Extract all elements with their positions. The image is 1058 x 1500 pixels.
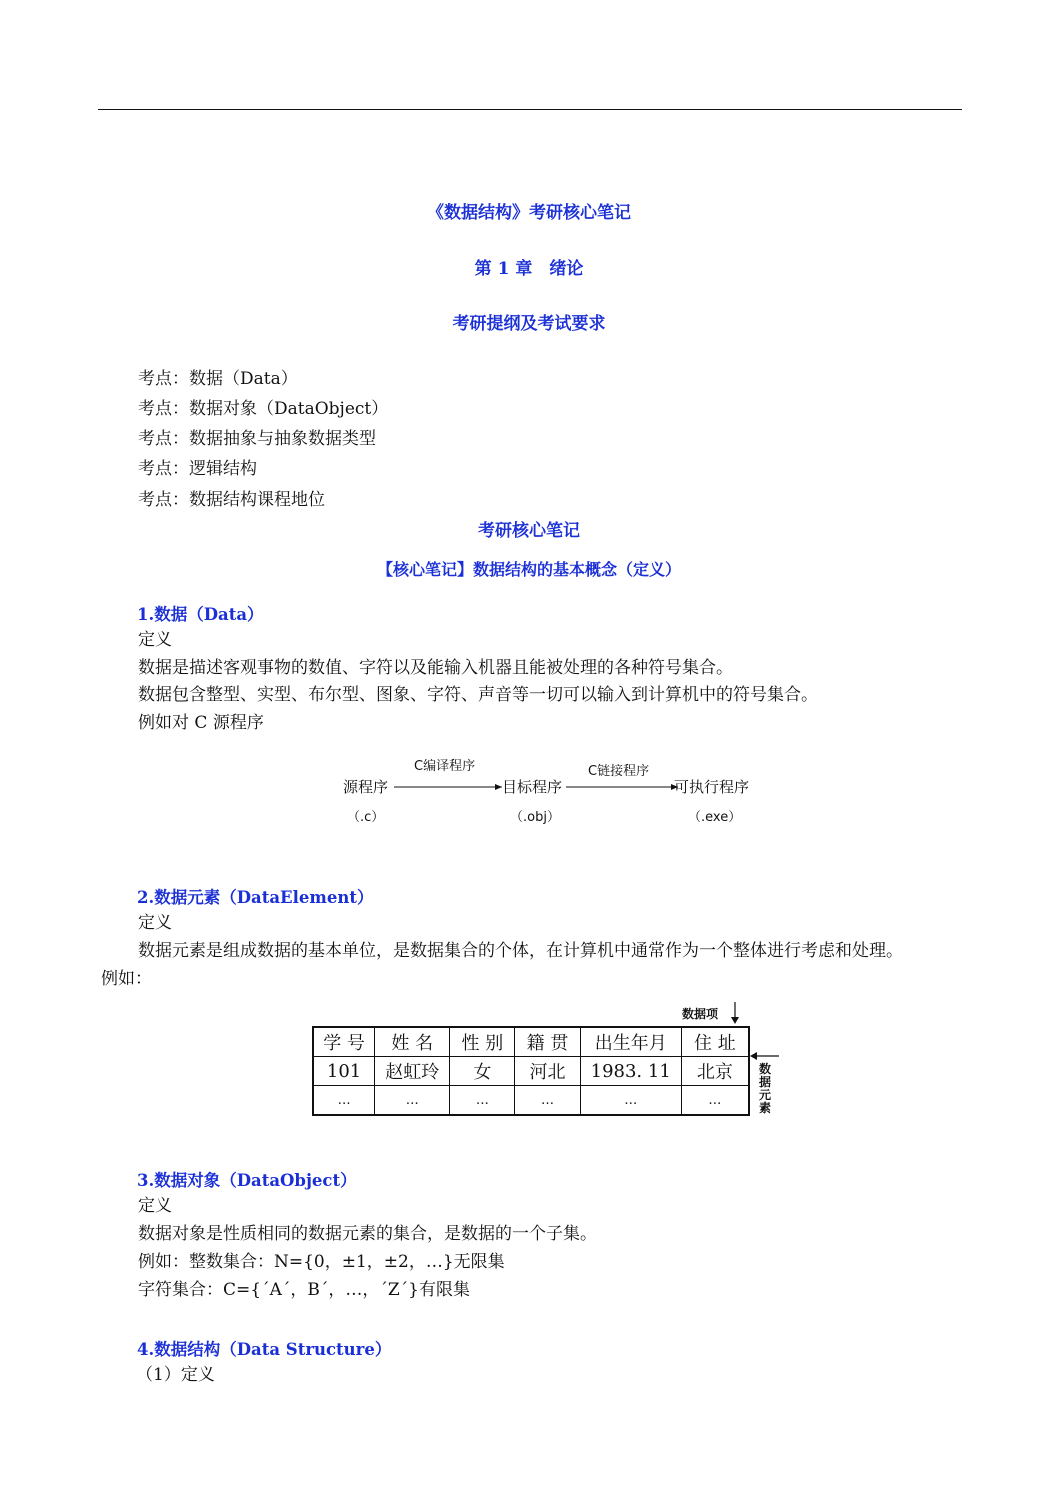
section-3-def: 定义 xyxy=(138,1196,172,1216)
table-header-cell: 籍 贯 xyxy=(515,1027,580,1057)
table-cell: 北京 xyxy=(681,1057,749,1086)
table-row xyxy=(313,1057,749,1086)
table-cell: … xyxy=(375,1086,450,1116)
outline-item: 考点：逻辑结构 xyxy=(138,459,257,479)
table-cell: 赵虹玲 xyxy=(375,1057,450,1086)
section-4-title: 4.数据结构（Data Structure） xyxy=(137,1340,392,1359)
section-2-title: 2.数据元素（DataElement） xyxy=(137,888,374,907)
flow-node-object: 目标程序 xyxy=(502,778,563,796)
table-cell: … xyxy=(515,1086,580,1116)
section-1-def: 定义 xyxy=(138,630,172,650)
section-1-para: 数据包含整型、实型、布尔型、图象、字符、声音等一切可以输入到计算机中的符号集合。 xyxy=(138,685,818,705)
section-2-para: 数据元素是组成数据的基本单位，是数据集合的个体，在计算机中通常作为一个整体进行考虑和处理。 xyxy=(138,941,903,961)
notes-title: 考研核心笔记 xyxy=(478,521,580,541)
flow-node-source: 源程序 xyxy=(343,778,389,796)
outline-item: 考点：数据抽象与抽象数据类型 xyxy=(138,429,376,449)
table-header-cell: 姓 名 xyxy=(375,1027,450,1057)
data-item-label: 数据项 xyxy=(682,1007,719,1021)
section-3-para: 例如：整数集合：N={0，±1，±2，…}无限集 xyxy=(138,1252,505,1272)
section-3-para: 数据对象是性质相同的数据元素的集合，是数据的一个子集。 xyxy=(138,1224,597,1244)
data-element-label: 数据元素 xyxy=(758,1062,771,1115)
outline-item: 考点：数据（Data） xyxy=(138,369,298,389)
record-table xyxy=(312,1026,750,1116)
table-cell: 河北 xyxy=(515,1057,580,1086)
core-note-title: 【核心笔记】数据结构的基本概念（定义） xyxy=(376,560,681,579)
table-cell: … xyxy=(313,1086,375,1116)
flow-ext-c: （.c） xyxy=(347,810,385,825)
section-3-title: 3.数据对象（DataObject） xyxy=(137,1171,357,1190)
table-cell: 1983. 11 xyxy=(580,1057,681,1086)
outline-item: 考点：数据结构课程地位 xyxy=(138,490,325,510)
flow-node-exe: 可执行程序 xyxy=(674,778,750,796)
section-1-para: 例如对 C 源程序 xyxy=(138,713,264,733)
table-cell: … xyxy=(450,1086,515,1116)
chapter-title: 第 1 章 绪论 xyxy=(474,259,584,279)
doc-title: 《数据结构》考研核心笔记 xyxy=(427,203,631,223)
table-cell: … xyxy=(580,1086,681,1116)
compile-flow-diagram xyxy=(0,740,1058,840)
flow-ext-obj: （.obj） xyxy=(510,810,560,825)
header-rule xyxy=(98,109,962,110)
table-cell: 101 xyxy=(313,1057,375,1086)
table-row xyxy=(313,1027,749,1057)
section-2-para: 例如： xyxy=(101,969,152,989)
flow-ext-exe: （.exe） xyxy=(688,810,742,825)
table-header-cell: 性 别 xyxy=(450,1027,515,1057)
flow-edge-compile: C编译程序 xyxy=(414,759,476,774)
table-row xyxy=(313,1086,749,1116)
outline-title: 考研提纲及考试要求 xyxy=(452,314,606,334)
section-2-def: 定义 xyxy=(138,913,172,933)
table-header-cell: 学 号 xyxy=(313,1027,375,1057)
section-1-title: 1.数据（Data） xyxy=(137,605,264,624)
flow-edge-link: C链接程序 xyxy=(588,764,650,779)
table-cell: … xyxy=(681,1086,749,1116)
section-1-para: 数据是描述客观事物的数值、字符以及能输入机器且能被处理的各种符号集合。 xyxy=(138,658,733,678)
section-3-para: 字符集合：C={´A´，B´，…，´Z´}有限集 xyxy=(138,1280,470,1300)
section-4-para: （1）定义 xyxy=(136,1365,215,1385)
data-item-arrow xyxy=(728,1001,742,1027)
data-element-arrow xyxy=(749,1049,781,1063)
table-cell: 女 xyxy=(450,1057,515,1086)
table-header-cell: 住 址 xyxy=(681,1027,749,1057)
table-header-cell: 出生年月 xyxy=(580,1027,681,1057)
outline-item: 考点：数据对象（DataObject） xyxy=(138,399,389,419)
